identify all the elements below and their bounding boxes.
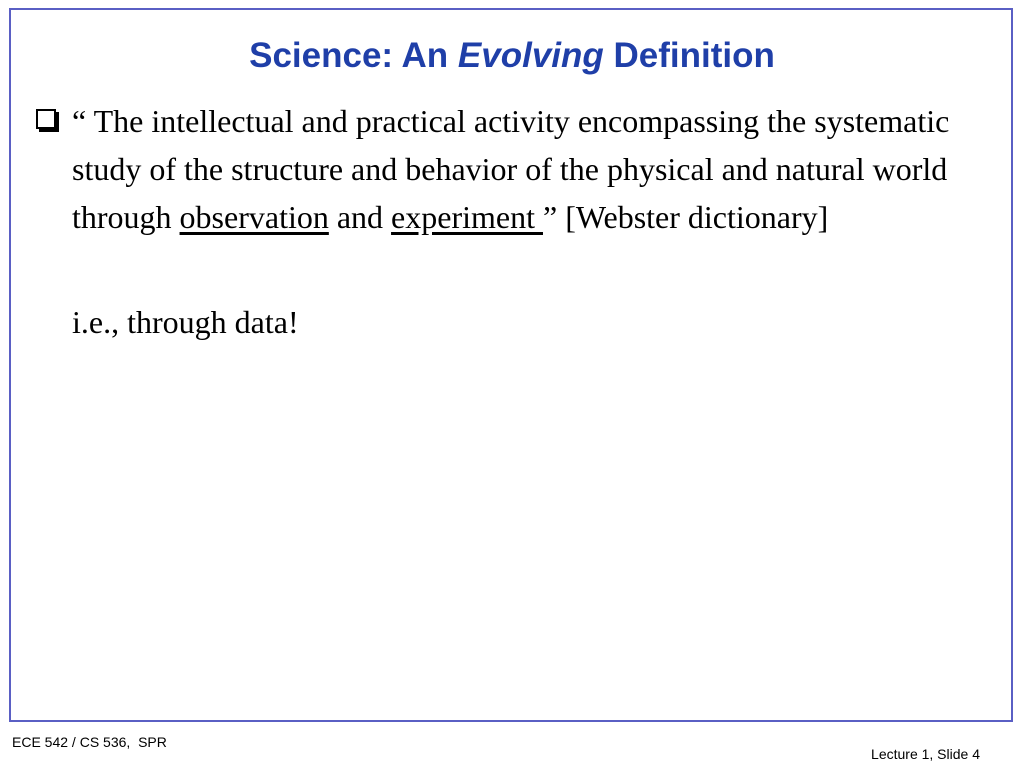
bullet-text-start: “ The intellectual and practical activity encompassing the systematic study of the structure and behavior of the physical and natural world through (72, 103, 950, 235)
experiment-term: experiment (391, 199, 543, 235)
title-part-1: Science: An (249, 36, 458, 75)
footer-course: ECE 542 / CS 536, SPR (12, 734, 167, 750)
title-part-3: Definition (603, 36, 775, 75)
title-emphasis: Evolving (457, 36, 604, 75)
hollow-square-bullet-icon (36, 109, 56, 129)
bullet-item (34, 97, 1009, 241)
bullet-list (34, 97, 1009, 241)
bullet-text-end: ” [Webster dictionary] (542, 199, 829, 235)
footer-slide-number: Lecture 1, Slide 4 (871, 746, 980, 762)
subline-text: i.e., through data! (72, 304, 299, 340)
bullet-text-middle: and (328, 199, 392, 235)
observation-term: observation (179, 199, 329, 235)
slide-title (0, 35, 1024, 77)
